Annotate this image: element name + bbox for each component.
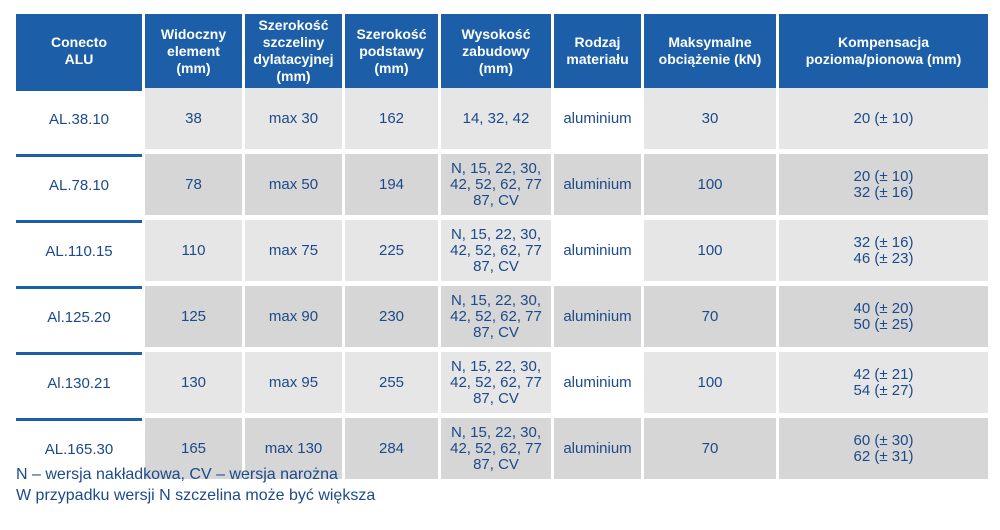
table-cell: 230 (342, 286, 438, 352)
model-cell: AL.165.30 (16, 418, 142, 484)
table-row (16, 154, 988, 220)
table-cell: N, 15, 22, 30, 42, 52, 62, 77 87, CV (438, 352, 551, 418)
table-cell: aluminium (551, 418, 641, 484)
footnote-gap: W przypadku wersji N szczelina może być większa (16, 487, 376, 504)
column-header: Maksymalne obciążenie (kN) (641, 14, 776, 88)
table-cell: max 75 (242, 220, 342, 286)
table-cell: 110 (142, 220, 242, 286)
table-cell: 38 (142, 88, 242, 154)
table-cell: 60 (± 30) 62 (± 31) (776, 418, 988, 484)
column-header: Rodzaj materiału (551, 14, 641, 88)
table-row (16, 88, 988, 154)
table-cell: max 50 (242, 154, 342, 220)
table-cell: N, 15, 22, 30, 42, 52, 62, 77 87, CV (438, 286, 551, 352)
model-cell: Al.130.21 (16, 352, 142, 418)
table-cell: 100 (641, 352, 776, 418)
table-cell: max 90 (242, 286, 342, 352)
column-header: Kompensacja pozioma/pionowa (mm) (776, 14, 988, 88)
table-cell: 32 (± 16) 46 (± 23) (776, 220, 988, 286)
spec-table (16, 14, 988, 484)
table-body (16, 88, 988, 484)
table-cell: 20 (± 10) (776, 88, 988, 154)
table-cell: 284 (342, 418, 438, 484)
table-cell: aluminium (551, 88, 641, 154)
column-header: Conecto ALU (16, 14, 142, 88)
table-cell: max 30 (242, 88, 342, 154)
table-cell: 78 (142, 154, 242, 220)
model-cell: AL.38.10 (16, 88, 142, 154)
table-cell: N, 15, 22, 30, 42, 52, 62, 77 87, CV (438, 154, 551, 220)
model-cell: AL.78.10 (16, 154, 142, 220)
spec-table-container (16, 14, 988, 484)
column-header: Szerokość podstawy (mm) (342, 14, 438, 88)
table-cell: 165 (142, 418, 242, 484)
table-cell: 20 (± 10) 32 (± 16) (776, 154, 988, 220)
table-cell: aluminium (551, 220, 641, 286)
column-header: Wysokość zabudowy (mm) (438, 14, 551, 88)
table-row (16, 352, 988, 418)
footnote-versions: N – wersja nakładkowa, CV – wersja narożna (16, 466, 338, 483)
table-cell: 130 (142, 352, 242, 418)
table-cell: aluminium (551, 352, 641, 418)
table-header-row (16, 14, 988, 88)
table-cell: 162 (342, 88, 438, 154)
table-cell: 40 (± 20) 50 (± 25) (776, 286, 988, 352)
table-row (16, 220, 988, 286)
table-cell: max 95 (242, 352, 342, 418)
table-cell: 100 (641, 220, 776, 286)
table-cell: 194 (342, 154, 438, 220)
table-cell: 125 (142, 286, 242, 352)
table-cell: N, 15, 22, 30, 42, 52, 62, 77 87, CV (438, 418, 551, 484)
table-cell: 14, 32, 42 (438, 88, 551, 154)
table-cell: 70 (641, 418, 776, 484)
table-cell: 100 (641, 154, 776, 220)
table-cell: 255 (342, 352, 438, 418)
table-cell: 70 (641, 286, 776, 352)
table-cell: 30 (641, 88, 776, 154)
model-cell: Al.125.20 (16, 286, 142, 352)
table-cell: aluminium (551, 154, 641, 220)
column-header: Widoczny element (mm) (142, 14, 242, 88)
table-row (16, 286, 988, 352)
table-cell: N, 15, 22, 30, 42, 52, 62, 77 87, CV (438, 220, 551, 286)
column-header: Szerokość szczeliny dylatacyjnej (mm) (242, 14, 342, 88)
table-cell: 42 (± 21) 54 (± 27) (776, 352, 988, 418)
table-cell: max 130 (242, 418, 342, 484)
model-cell: AL.110.15 (16, 220, 142, 286)
table-cell: aluminium (551, 286, 641, 352)
table-cell: 225 (342, 220, 438, 286)
footnotes (16, 464, 375, 506)
